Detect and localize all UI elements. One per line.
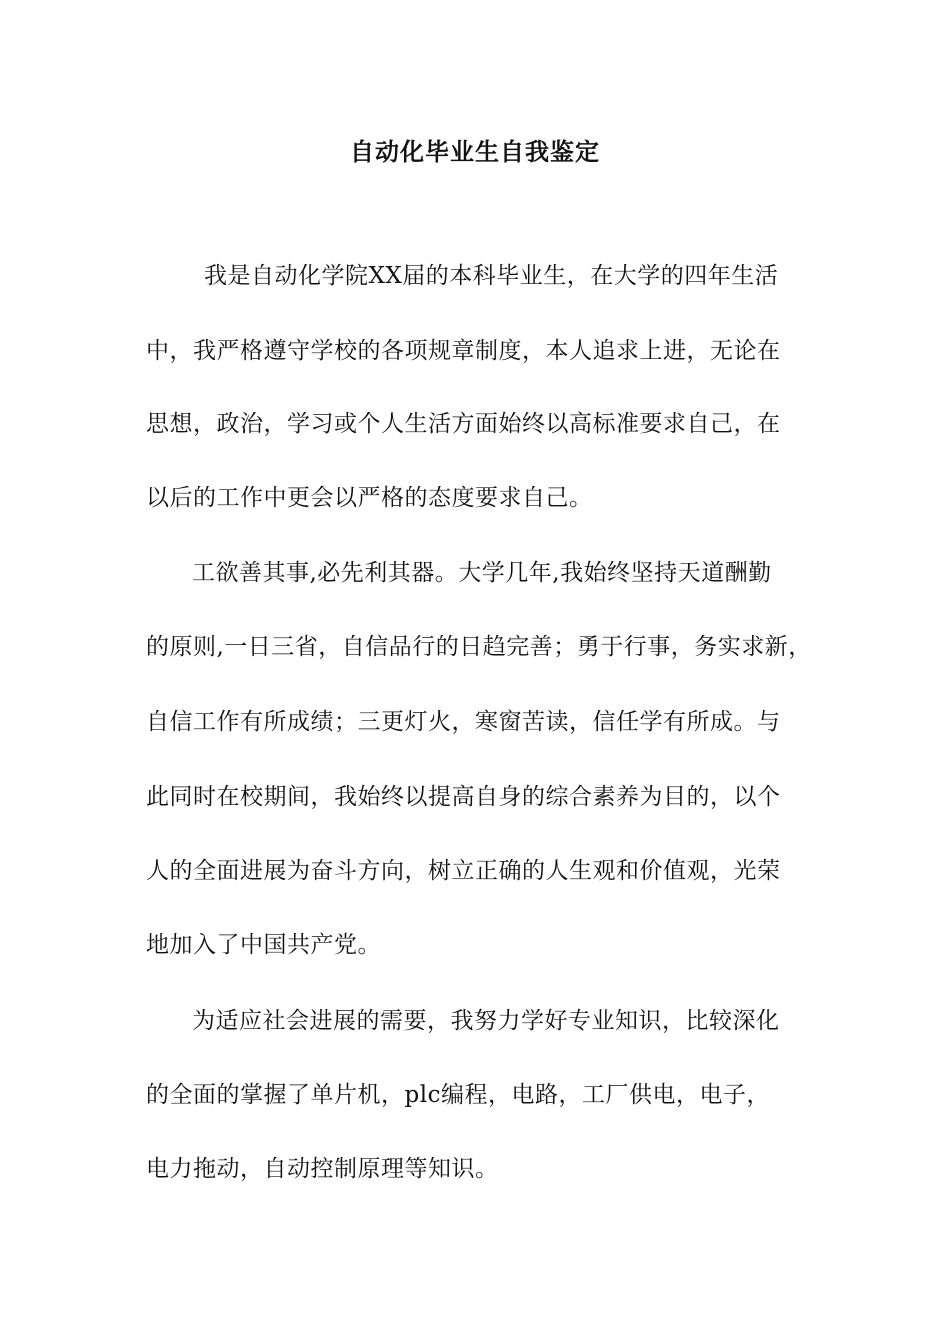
paragraph-line: 工欲善其事,必先利其器。大学几年,我始终坚持天道酬勤 [192,560,772,586]
paragraph-line: 地加入了中国共产党。 [146,932,381,958]
paragraph-line: 思想，政治，学习或个人生活方面始终以高标准要求自己，在 [146,411,781,437]
paragraph-line: 以后的工作中更会以严格的态度要求自己。 [146,485,593,511]
paragraph-line: 的原则,一日三省，自信品行的日趋完善；勇于行事，务实求新， [146,634,812,660]
paragraph-line: 中，我严格遵守学校的各项规章制度，本人追求上进，无论在 [146,338,781,364]
paragraph-line: 的全面的掌握了单片机，plc编程，电路，工厂供电，电子， [146,1082,770,1108]
paragraph-line: 自信工作有所成绩；三更灯火，寒窗苦读，信任学有所成。与 [146,709,781,735]
paragraph-line: 此同时在校期间，我始终以提高自身的综合素养为目的，以个 [146,784,781,810]
paragraph-line: 人的全面进展为奋斗方向，树立正确的人生观和价值观，光荣 [146,858,781,884]
paragraph-line: 我是自动化学院XX届的本科毕业生，在大学的四年生活 [204,263,779,289]
paragraph-line: 为适应社会进展的需要，我努力学好专业知识，比较深化 [192,1008,780,1034]
paragraph-line: 电力拖动，自动控制原理等知识。 [146,1156,499,1182]
document-title: 自动化毕业生自我鉴定 [350,137,600,166]
